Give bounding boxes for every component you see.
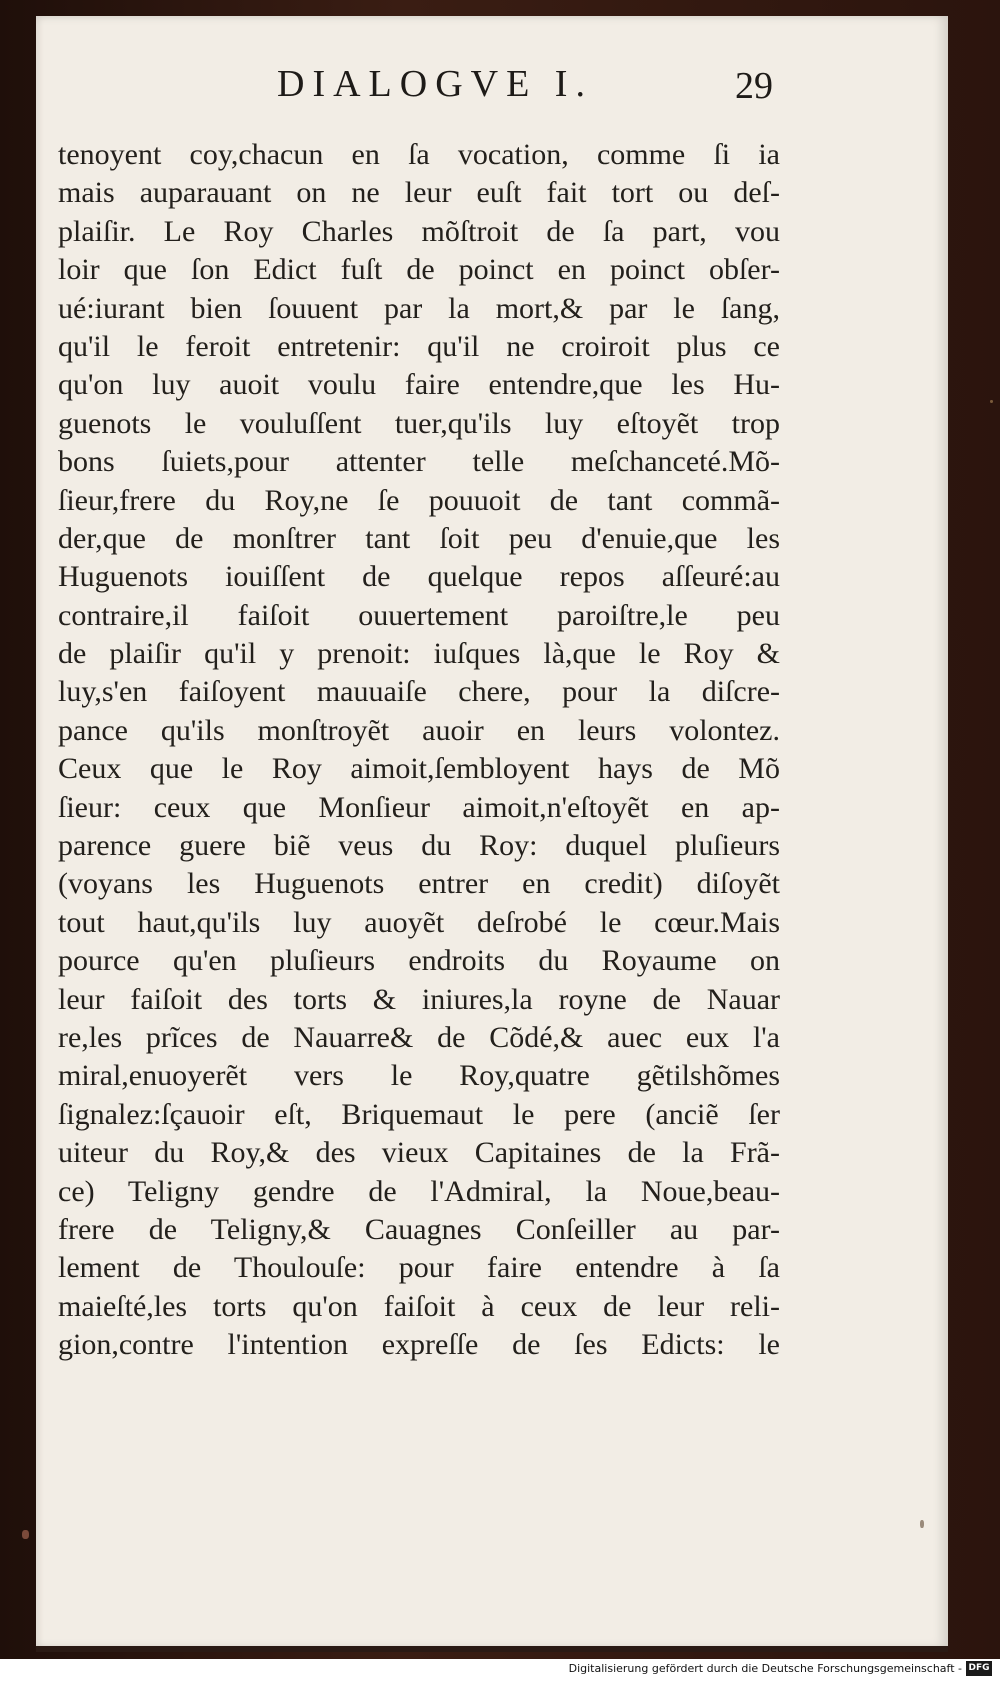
running-head: DIALOGVE I. [277,63,593,105]
digitization-credit: Digitalisierung gefördert durch die Deutsche Forschungsgemeinschaft - [568,1662,962,1675]
text-line: ué:iurant bien ſouuent par la mort,& par le ſang, [58,291,780,325]
page-number: 29 [735,65,773,107]
ink-speck [920,1520,924,1528]
text-line: mais auparauant on ne leur euſt fait tort ou deſ- [58,176,780,210]
text-line: re,les prĩces de Nauarre& de Cõdé,& auec eux l'a [58,1020,780,1054]
text-line: ſieur: ceux que Monſieur aimoit,n'eſtoyẽt en ap- [58,790,780,824]
text-line: tenoyent coy,chacun en ſa vocation, comme ſi ia [58,138,780,171]
text-line: Ceux que le Roy aimoit,ſembloyent hays de Mõ [58,752,780,786]
text-line: parence guere biẽ veus du Roy: duquel pluſieurs [58,829,780,863]
text-line: Huguenots iouiſſent de quelque repos aſſeuré:au [58,560,780,594]
text-line: gion,contre l'intention expreſſe de ſes Edicts: le [58,1328,780,1362]
text-line: ce) Teligny gendre de l'Admiral, la Noue,beau- [58,1174,780,1208]
text-line: qu'on luy auoit voulu faire entendre,que les Hu- [58,368,780,402]
dfg-logo: DFG [966,1661,992,1676]
text-line: pource qu'en pluſieurs endroits du Royaume on [58,944,780,978]
text-line: contraire,il faiſoit ouuertement paroiſtre,le peu [58,598,780,632]
text-line: miral,enuoyerẽt vers le Roy,quatre gẽtilshõmes [58,1059,780,1093]
text-line: de plaiſir qu'il y prenoit: iuſques là,que le Roy & [58,637,780,671]
text-line: maieſté,les torts qu'on faiſoit à ceux de leur reli- [58,1289,780,1323]
text-line: pance qu'ils monſtroyẽt auoir en leurs volontez. [58,713,780,747]
text-line: uiteur du Roy,& des vieux Capitaines de la Frã- [58,1136,780,1170]
text-line: leur faiſoit des torts & iniures,la royne de Nauar [58,982,780,1016]
text-line: ſignalez:ſçauoir eſt, Briquemaut le pere (anciẽ ſer [58,1097,780,1131]
body-text [58,136,780,1365]
text-line: qu'il le feroit entretenir: qu'il ne croiroit plus ce [58,329,780,363]
text-line: loir que ſon Edict fuſt de poinct en poinct obſer- [58,253,780,287]
text-line: bons ſuiets,pour attenter telle meſchanceté.Mõ- [58,445,780,479]
text-line: tout haut,qu'ils luy auoyẽt deſrobé le cœur.Mais [58,905,780,939]
text-line: ſieur,frere du Roy,ne ſe pouuoit de tant commã- [58,483,780,517]
text-line: frere de Teligny,& Cauagnes Conſeiller au par- [58,1212,780,1246]
text-line: luy,s'en faiſoyent mauuaiſe chere, pour la diſcre- [58,675,780,709]
text-line: der,que de monſtrer tant ſoit peu d'enuie,que les [58,521,780,555]
page-bottom-edge [36,1646,948,1652]
text-line: (voyans les Huguenots entrer en credit) diſoyẽt [58,867,780,901]
ink-speck [22,1530,29,1539]
text-line: plaiſir. Le Roy Charles mõſtroit de ſa part, vou [58,214,780,248]
ink-speck [990,400,993,403]
text-line: guenots le vouluſſent tuer,qu'ils luy eſtoyẽt trop [58,406,780,440]
text-line: lement de Thoulouſe: pour faire entendre à ſa [58,1251,780,1285]
